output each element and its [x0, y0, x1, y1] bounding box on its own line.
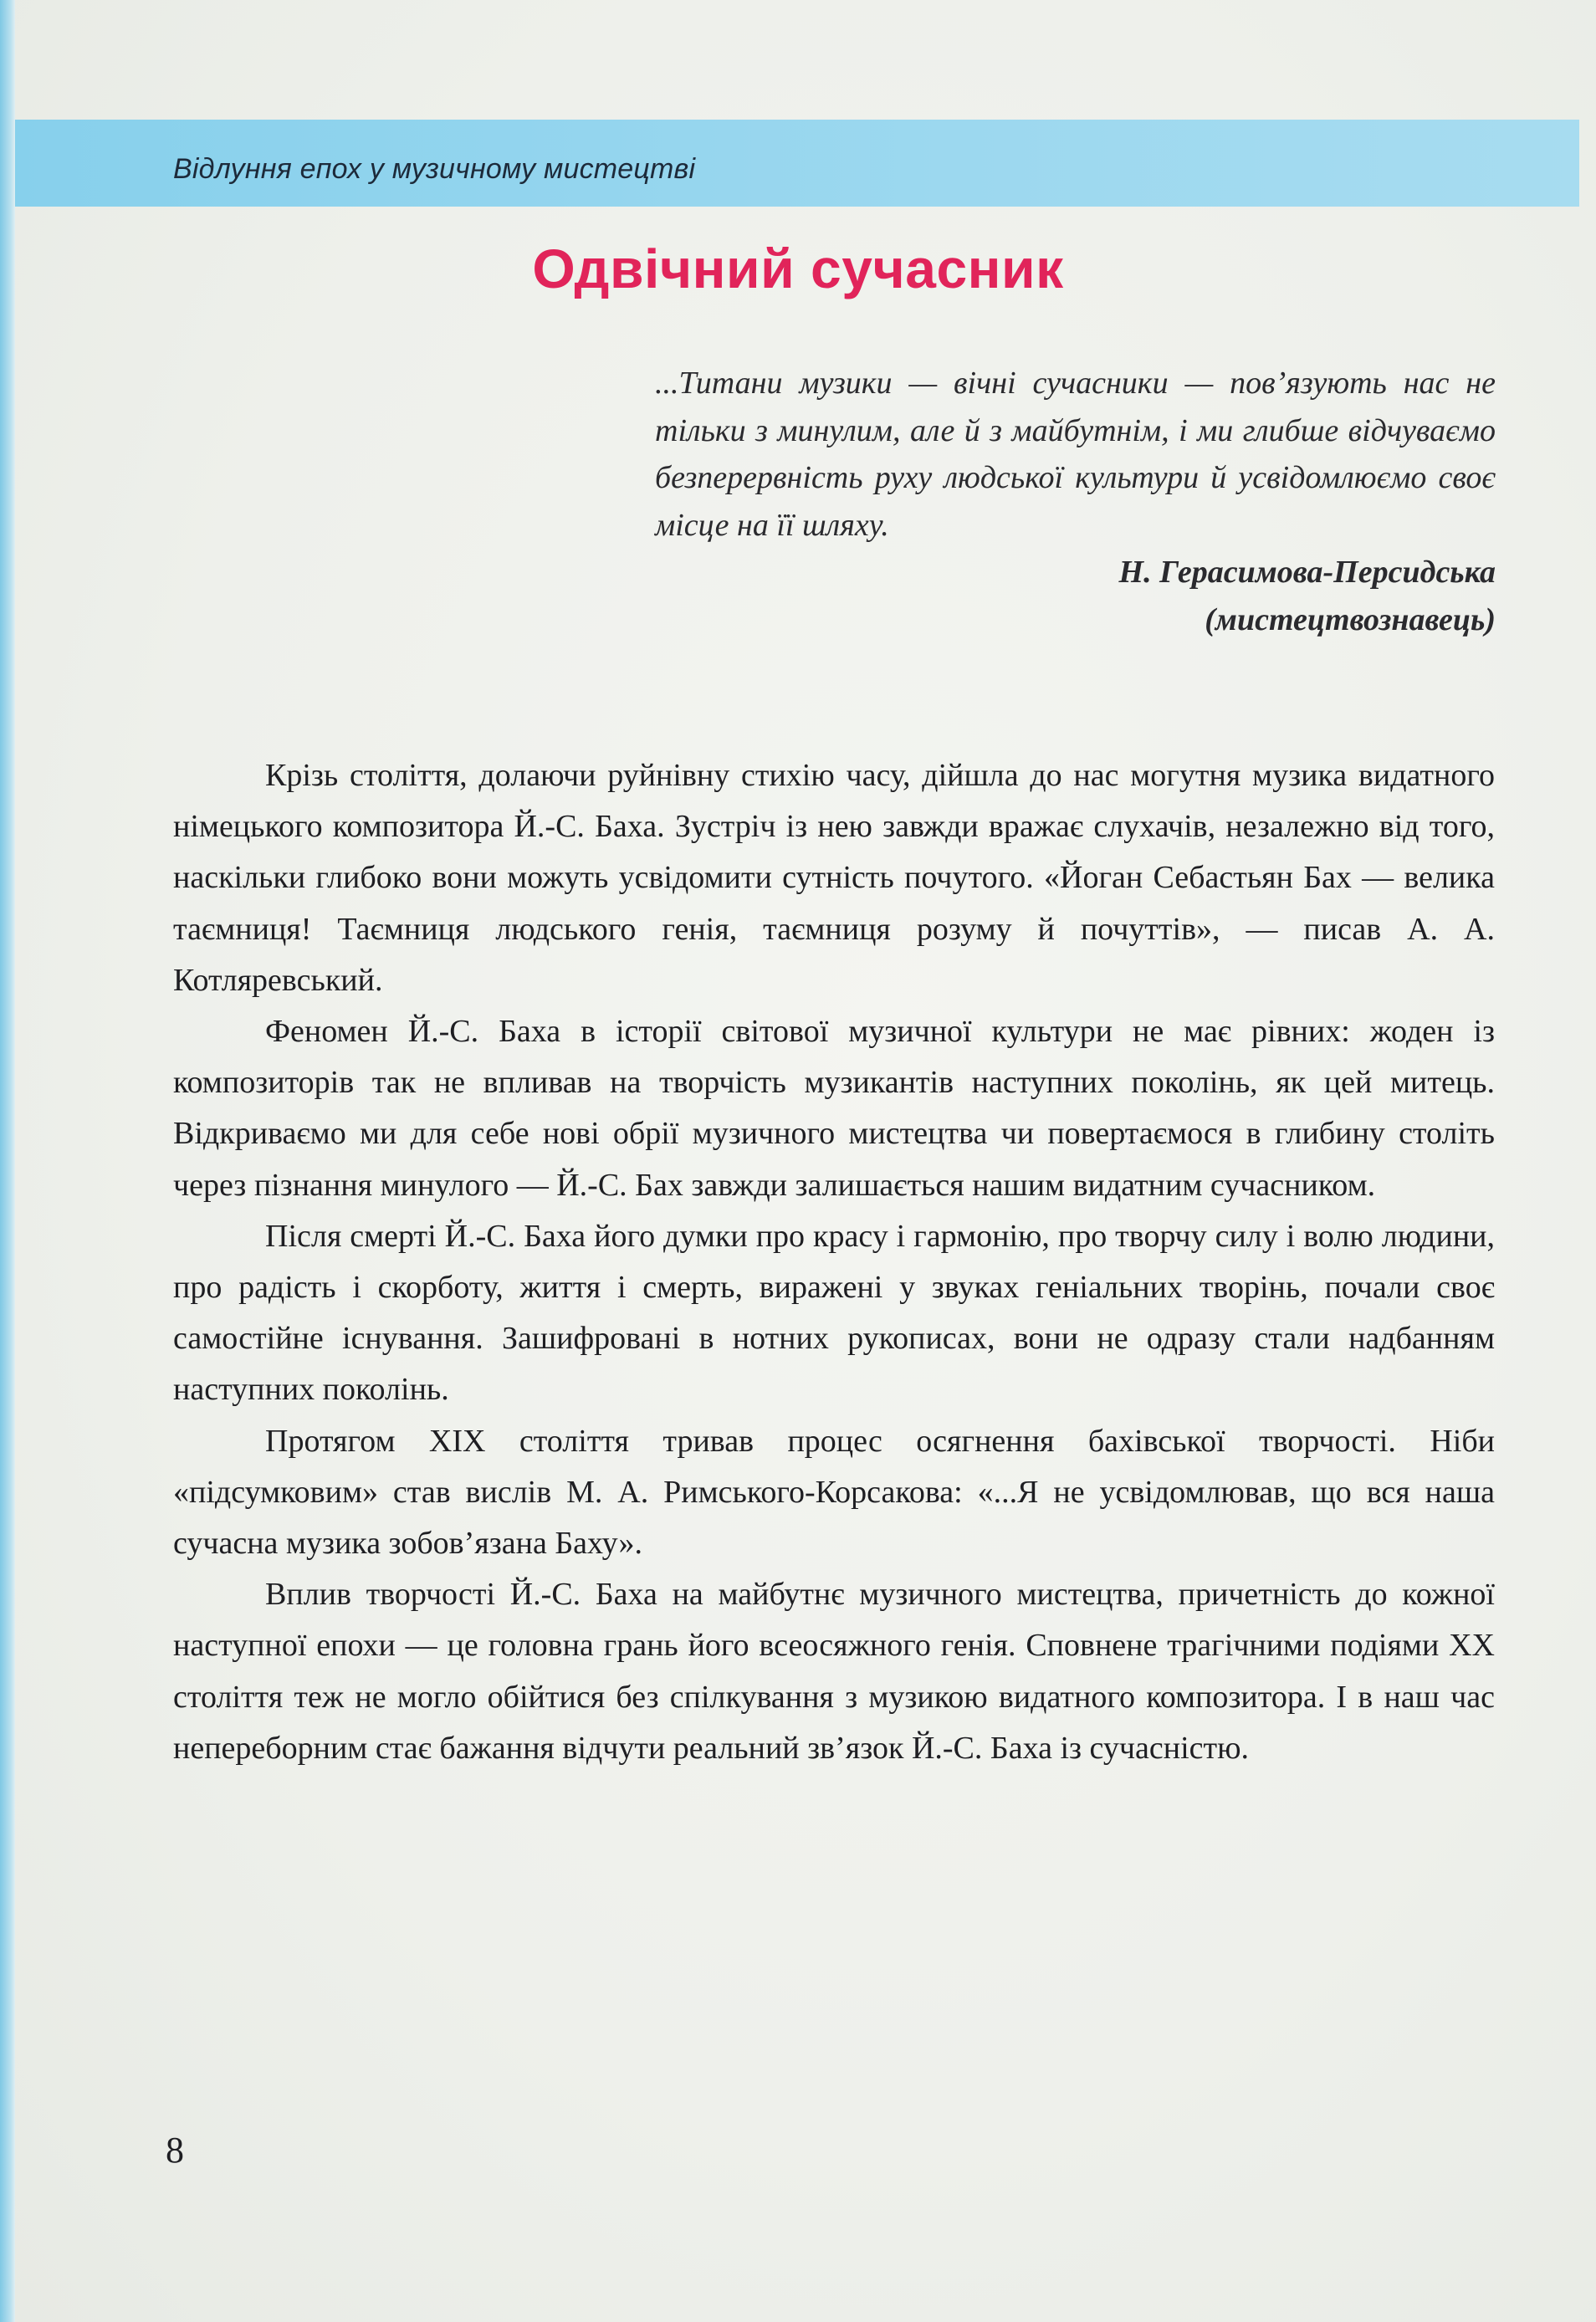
- book-spine-edge: [0, 0, 15, 2322]
- paragraph: Феномен Й.-С. Баха в історії світової музичної культури не має рівних: жоден із композиторів так не впливав на творчість музикантів наступних поколінь, як цей митець. Відкриваємо ми для себе нові обрії музичного мистецтва чи повертаємося в глибину століть через пізнання минулого — Й.-С. Бах завжди залишається нашим видатним сучасником.: [173, 1014, 1495, 1203]
- paragraph: Протягом XIX століття тривав процес осягнення бахівської творчості. Ніби «підсумковим» став вислів М. А. Римського-Корсакова: «...Я не усвідомлював, що вся наша сучасна музика зобов’язана Баху».: [173, 1423, 1495, 1562]
- paragraph: Вплив творчості Й.-С. Баха на майбутнє музичного мистецтва, причетність до кожної наступної епохи — це головна грань його всеосяжного генія. Сповнене трагічними подіями XX століття теж не могло обійтися без спілкування з музикою видатного композитора. І в наш час непереборним стає бажання відчути реальний зв’язок Й.-С. Баха із сучасністю.: [173, 1577, 1495, 1766]
- body-text: [173, 750, 1495, 1774]
- epigraph-text: ...Титани музики — вічні сучасники — пов’язують нас не тільки з минулим, але й з майбутнім, і ми глибше відчуваємо безперервність руху людської культури й усвідомлюємо своє місце на її шляху.: [655, 366, 1496, 543]
- chapter-title: Одвічний сучасник: [532, 238, 1064, 299]
- paragraph: Крізь століття, долаючи руйнівну стихію часу, дійшла до нас могутня музика видатного німецького композитора Й.-С. Баха. Зустріч із нею завжди вражає слухачів, незалежно від того, наскільки глибоко вони можуть усвідомити сутність почутого. «Йоган Себастьян Бах — велика таємниця! Таємниця людського генія, таємниця розуму й почуттів», — писав А. А. Котляревський.: [173, 758, 1495, 998]
- epigraph-author: Н. Герасимова-Персидська: [1118, 555, 1496, 590]
- paragraph: Після смерті Й.-С. Баха його думки про красу і гармонію, про творчу силу і волю людини, про радість і скорботу, життя і смерть, виражені у звуках геніальних творінь, почали своє самостійне існування. Зашифровані в нотних рукописах, вони не одразу стали надбанням наступних поколінь.: [173, 1218, 1495, 1408]
- page-number: 8: [166, 2130, 184, 2171]
- epigraph-author-role: (мистецтвознавець): [1205, 601, 1496, 637]
- epigraph: [655, 360, 1496, 643]
- running-head: Відлуння епох у музичному мистецтві: [173, 153, 696, 185]
